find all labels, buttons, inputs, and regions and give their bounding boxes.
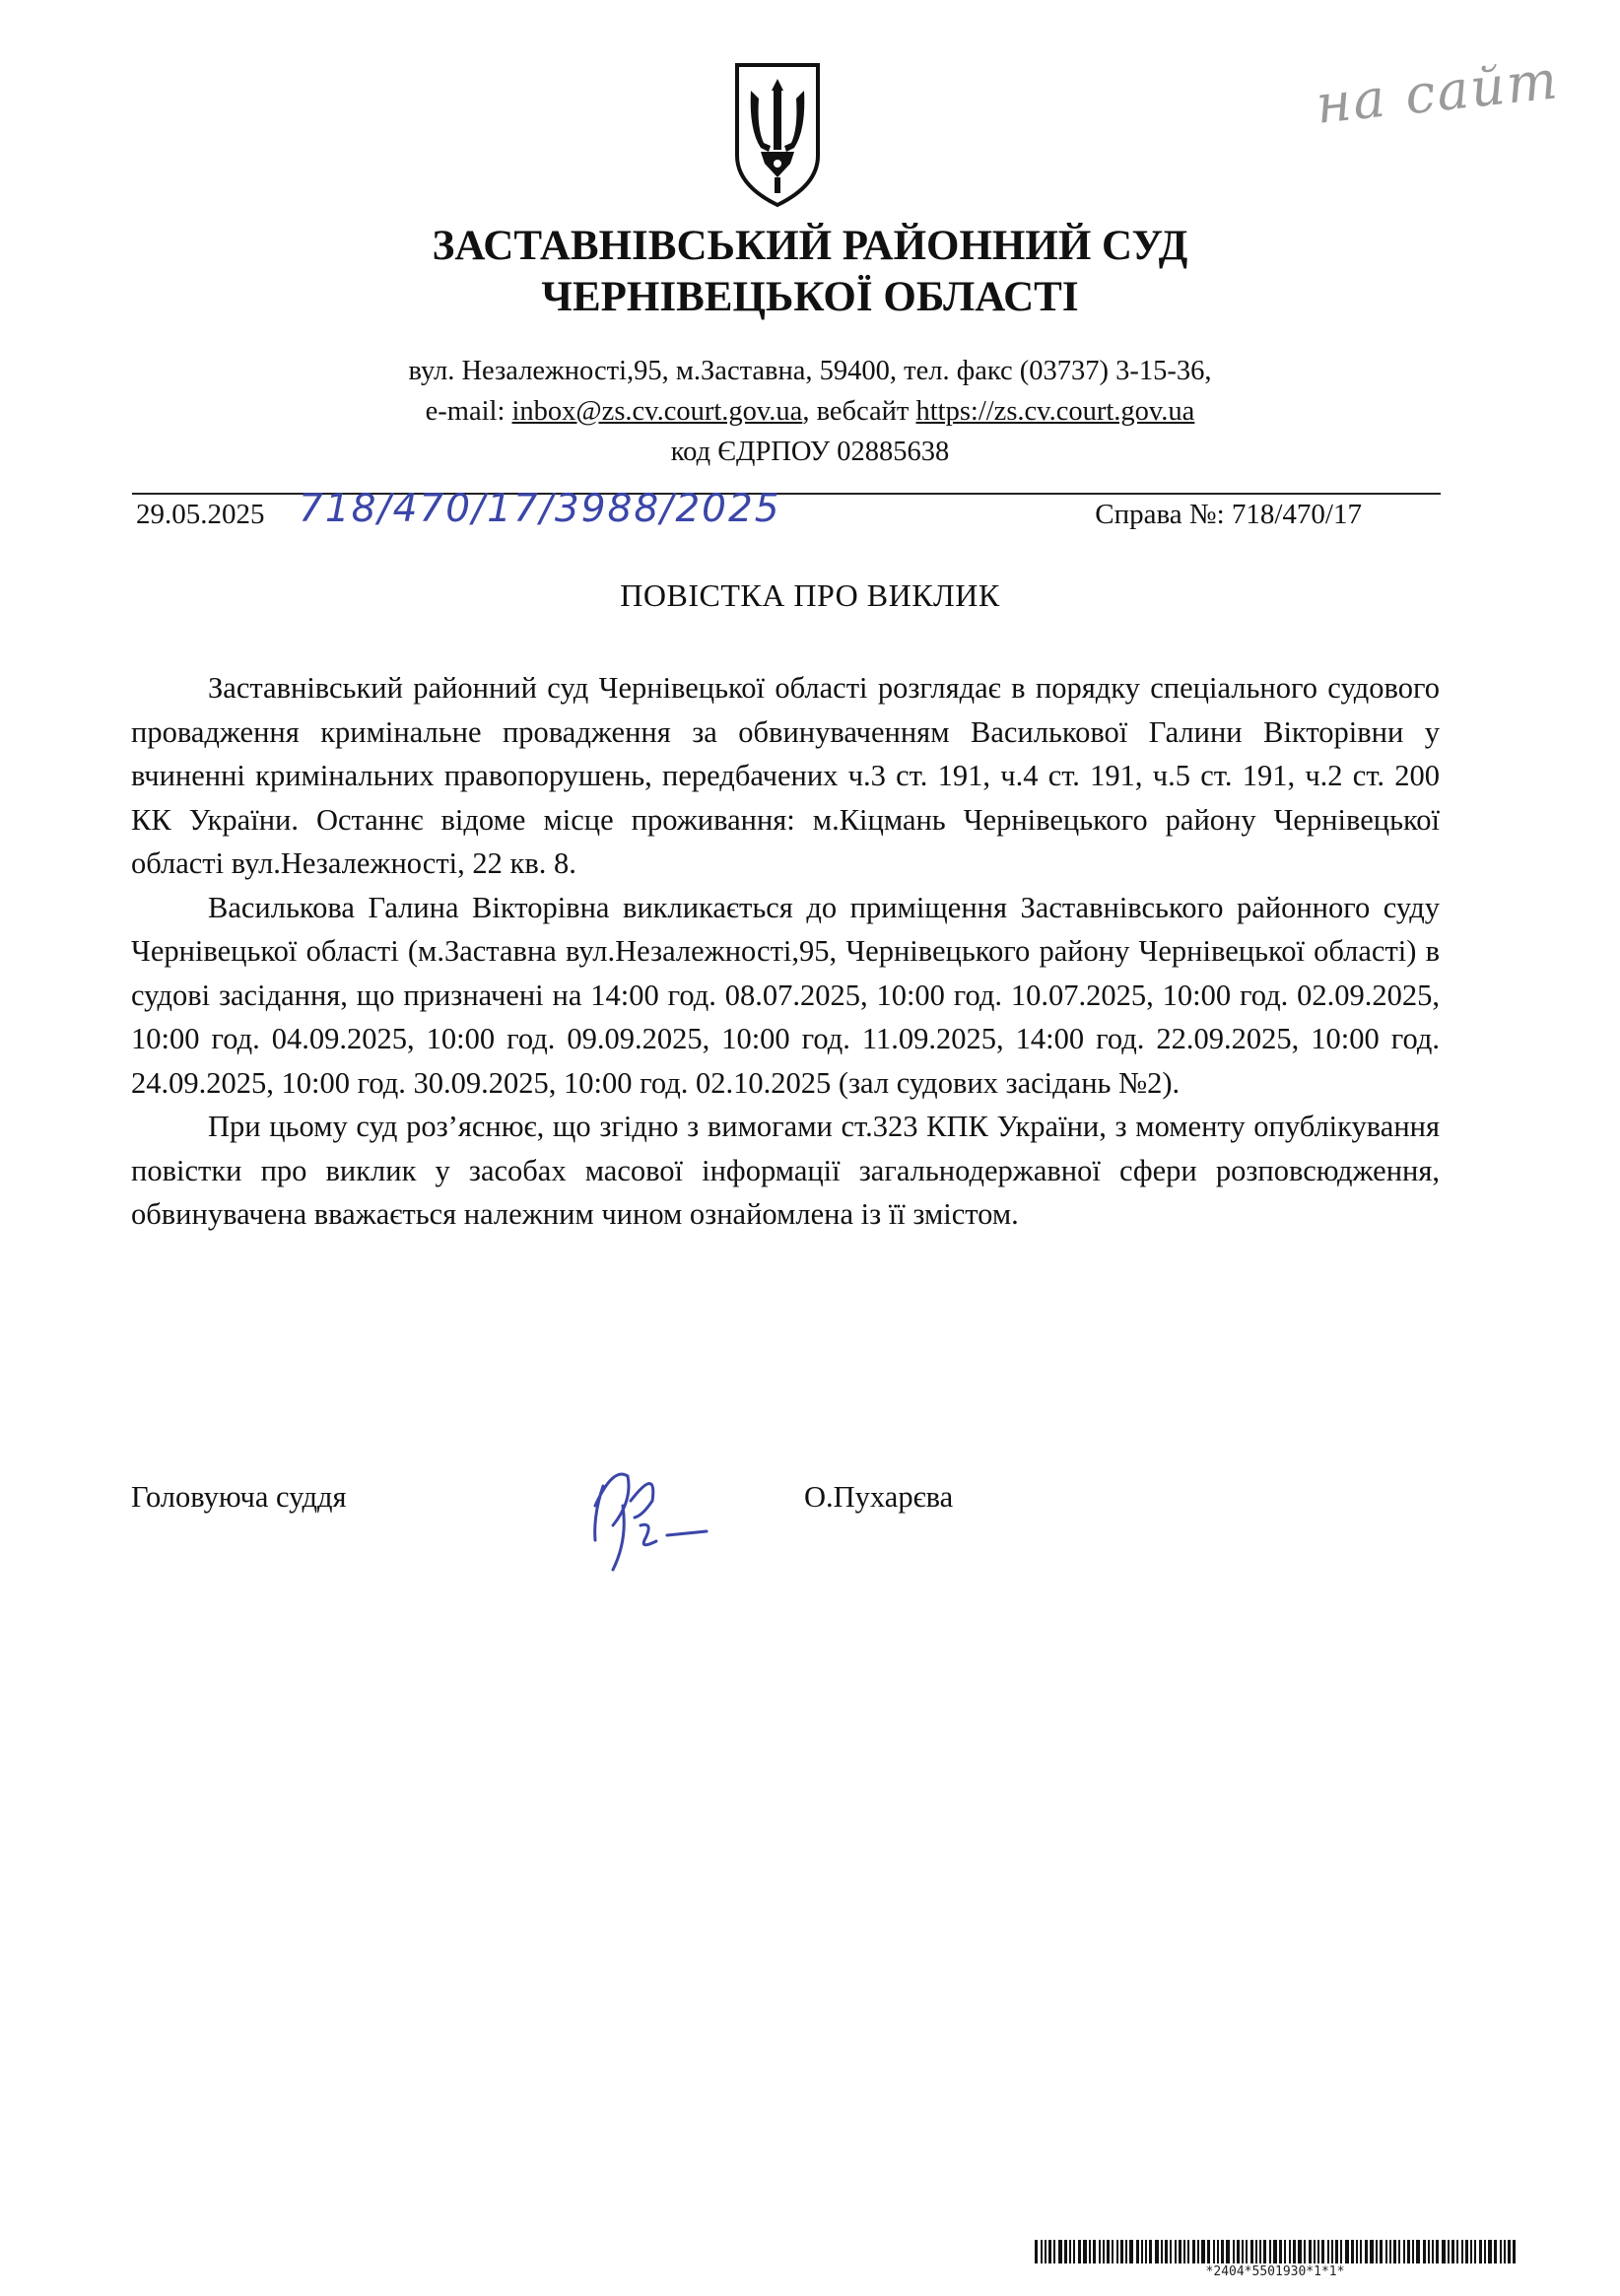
barcode-bar (1116, 2240, 1118, 2263)
barcode-bar (1403, 2240, 1405, 2263)
barcode-bar (1136, 2240, 1139, 2263)
barcode-bar (1045, 2240, 1046, 2263)
barcode-bar (1217, 2240, 1219, 2263)
barcode-bar (1360, 2240, 1362, 2263)
barcode-number: *2404*5501930*1*1* (1205, 2264, 1345, 2279)
trident-coat-of-arms-icon (731, 61, 824, 209)
barcode-bar (1317, 2240, 1319, 2263)
barcode-bar (1201, 2240, 1205, 2263)
barcode-bar (1099, 2240, 1101, 2263)
barcode-bar (1129, 2240, 1133, 2263)
barcode-bar (1041, 2240, 1043, 2263)
barcode-bar (1120, 2240, 1123, 2263)
barcode-bar (1432, 2240, 1434, 2263)
barcode-bar (1327, 2240, 1329, 2263)
paragraph-3: При цьому суд роз’яснює, що згідно з вимогами ст.323 КПК України, з моменту опублікування повістки про виклик у засобах масової інформації загальнодержавної сфери розповсюдження, обвинувачена вважається належним чином ознайомлена із її змістом. (131, 1110, 1440, 1231)
barcode-bar (1370, 2240, 1374, 2263)
barcode-bar (1448, 2240, 1450, 2263)
court-name-line-1: ЗАСТАВНІВСЬКИЙ РАЙОННИЙ СУД (432, 223, 1188, 269)
barcode-bar (1289, 2240, 1291, 2263)
barcode (1035, 2240, 1516, 2263)
barcode-bar (1083, 2240, 1087, 2263)
barcode-bar (1112, 2240, 1114, 2263)
barcode-bar (1073, 2240, 1075, 2263)
barcode-bar (1304, 2240, 1306, 2263)
barcode-bar (1351, 2240, 1354, 2263)
barcode-bar (1187, 2240, 1189, 2263)
barcode-bar (1250, 2240, 1253, 2263)
barcode-bar (1479, 2240, 1482, 2263)
barcode-bar (1242, 2240, 1244, 2263)
barcode-bar (1246, 2240, 1248, 2263)
barcode-bar (1269, 2240, 1271, 2263)
barcode-bar (1145, 2240, 1147, 2263)
handwritten-signature (574, 1447, 721, 1594)
website-link[interactable]: https://zs.cv.court.gov.ua (915, 396, 1195, 427)
barcode-bar (1298, 2240, 1302, 2263)
document-body (131, 666, 1440, 1237)
email-prefix: e-mail: (425, 396, 512, 427)
barcode-bar (1064, 2240, 1067, 2263)
barcode-bar (1470, 2240, 1472, 2263)
case-number: Справа №: 718/470/17 (1095, 499, 1362, 530)
barcode-bar (1376, 2240, 1378, 2263)
barcode-bar (1465, 2240, 1468, 2263)
barcode-bar (1233, 2240, 1235, 2263)
barcode-bar (1331, 2240, 1333, 2263)
barcode-bar (1078, 2240, 1081, 2263)
barcode-bar (1293, 2240, 1296, 2263)
barcode-bar (1263, 2240, 1266, 2263)
barcode-bar (1103, 2240, 1105, 2263)
court-address: вул. Незалежності,95, м.Заставна, 59400, тел. факс (03737) 3-15-36, (408, 356, 1212, 386)
barcode-bar (1058, 2240, 1062, 2263)
barcode-bar (1155, 2240, 1159, 2263)
barcode-bar (1321, 2240, 1324, 2263)
barcode-bar (1273, 2240, 1277, 2263)
barcode-bar (1474, 2240, 1476, 2263)
barcode-bar (1451, 2240, 1454, 2263)
barcode-bar (1407, 2240, 1410, 2263)
barcode-bar (1175, 2240, 1177, 2263)
handwritten-note: на сайт (1313, 48, 1562, 136)
paragraph-1: Заставнівський районний суд Чернівецької області розглядає в порядку спеціального судового провадження кримінальне провадження за обвинуваченням Василькової Галини Вікторівни у вчиненні кримінальних правопорушень, передбачених ч.3 ст. 191, ч.4 ст. 191, ч.5 ст. 191, ч.2 ст. 200 КК України. Останнє відоме місце проживання: м.Кіцмань Чернівецького району Чернівецької області вул.Незалежності, 22 кв. 8. (131, 671, 1440, 880)
barcode-bar (1345, 2240, 1349, 2263)
court-name (0, 221, 1620, 323)
barcode-bar (1504, 2240, 1506, 2263)
barcode-bar (1279, 2240, 1282, 2263)
court-contacts (0, 351, 1620, 472)
barcode-bar (1356, 2240, 1358, 2263)
barcode-bar (1255, 2240, 1257, 2263)
registry-date: 29.05.2025 (136, 499, 265, 530)
barcode-bar (1335, 2240, 1338, 2263)
barcode-bar (1423, 2240, 1426, 2263)
barcode-bar (1508, 2240, 1511, 2263)
barcode-bar (1165, 2240, 1168, 2263)
barcode-bar (1284, 2240, 1286, 2263)
barcode-bar (1213, 2240, 1215, 2263)
barcode-bar (1488, 2240, 1492, 2263)
barcode-bar (1412, 2240, 1414, 2263)
barcode-bar (1309, 2240, 1312, 2263)
barcode-bar (1237, 2240, 1240, 2263)
barcode-bar (1125, 2240, 1127, 2263)
barcode-bar (1107, 2240, 1110, 2263)
handwritten-registry-number: 718/470/17/3988/2025 (299, 487, 781, 531)
barcode-bar (1380, 2240, 1383, 2263)
barcode-bar (1416, 2240, 1420, 2263)
barcode-bar (1461, 2240, 1463, 2263)
barcode-bar (1183, 2240, 1185, 2263)
barcode-bar (1192, 2240, 1195, 2263)
barcode-bar (1428, 2240, 1430, 2263)
barcode-bar (1161, 2240, 1163, 2263)
barcode-bar (1035, 2240, 1038, 2263)
court-name-line-2: ЧЕРНІВЕЦЬКОЇ ОБЛАСТІ (541, 274, 1079, 320)
barcode-bar (1149, 2240, 1152, 2263)
barcode-bar (1500, 2240, 1502, 2263)
barcode-bar (1436, 2240, 1439, 2263)
barcode-bar (1393, 2240, 1396, 2263)
barcode-bar (1221, 2240, 1224, 2263)
signatory-role: Головуюча суддя (131, 1480, 347, 1514)
barcode-bar (1389, 2240, 1391, 2263)
barcode-bar (1093, 2240, 1096, 2263)
barcode-bar (1340, 2240, 1342, 2263)
email-link[interactable]: inbox@zs.cv.court.gov.ua (511, 396, 803, 427)
edrpou-code: код ЄДРПОУ 02885638 (670, 437, 950, 467)
barcode-bar (1365, 2240, 1368, 2263)
barcode-bar (1170, 2240, 1172, 2263)
paragraph-2: Василькова Галина Вікторівна викликається до приміщення Заставнівського районного суду Чернівецької області (м.Заставна вул.Незалежності,95, Чернівецького району Чернівецької області) в судові засідання, що призначені на 14:00 год. 08.07.2025, 10:00 год. 10.07.2025, 10:00 год. 02.09.2025, 10:00 год. 04.09.2025, 10:00 год. 09.09.2025, 10:00 год. 11.09.2025, 14:00 год. 22.09.2025, 10:00 год. 24.09.2025, 10:00 год. 30.09.2025, 10:00 год. 02.10.2025 (зал судових засідань №2). (131, 890, 1440, 1100)
barcode-bar (1179, 2240, 1181, 2263)
barcode-bar (1207, 2240, 1210, 2263)
barcode-bar (1385, 2240, 1387, 2263)
court-email-website-line (0, 391, 1620, 432)
document-title: ПОВІСТКА ПРО ВИКЛИК (620, 577, 1000, 613)
barcode-bar (1442, 2240, 1446, 2263)
barcode-bar (1089, 2240, 1091, 2263)
barcode-bar (1048, 2240, 1051, 2263)
barcode-bar (1197, 2240, 1199, 2263)
barcode-bar (1494, 2240, 1497, 2263)
barcode-bar (1226, 2240, 1230, 2263)
barcode-bar (1069, 2240, 1071, 2263)
barcode-bar (1141, 2240, 1143, 2263)
signatory-name: О.Пухарєва (804, 1480, 954, 1514)
barcode-bar (1053, 2240, 1055, 2263)
barcode-bar (1456, 2240, 1458, 2263)
barcode-bar (1398, 2240, 1400, 2263)
barcode-bar (1484, 2240, 1486, 2263)
barcode-bar (1513, 2240, 1516, 2263)
barcode-bar (1314, 2240, 1316, 2263)
barcode-bar (1259, 2240, 1261, 2263)
website-prefix: , вебсайт (802, 396, 916, 427)
